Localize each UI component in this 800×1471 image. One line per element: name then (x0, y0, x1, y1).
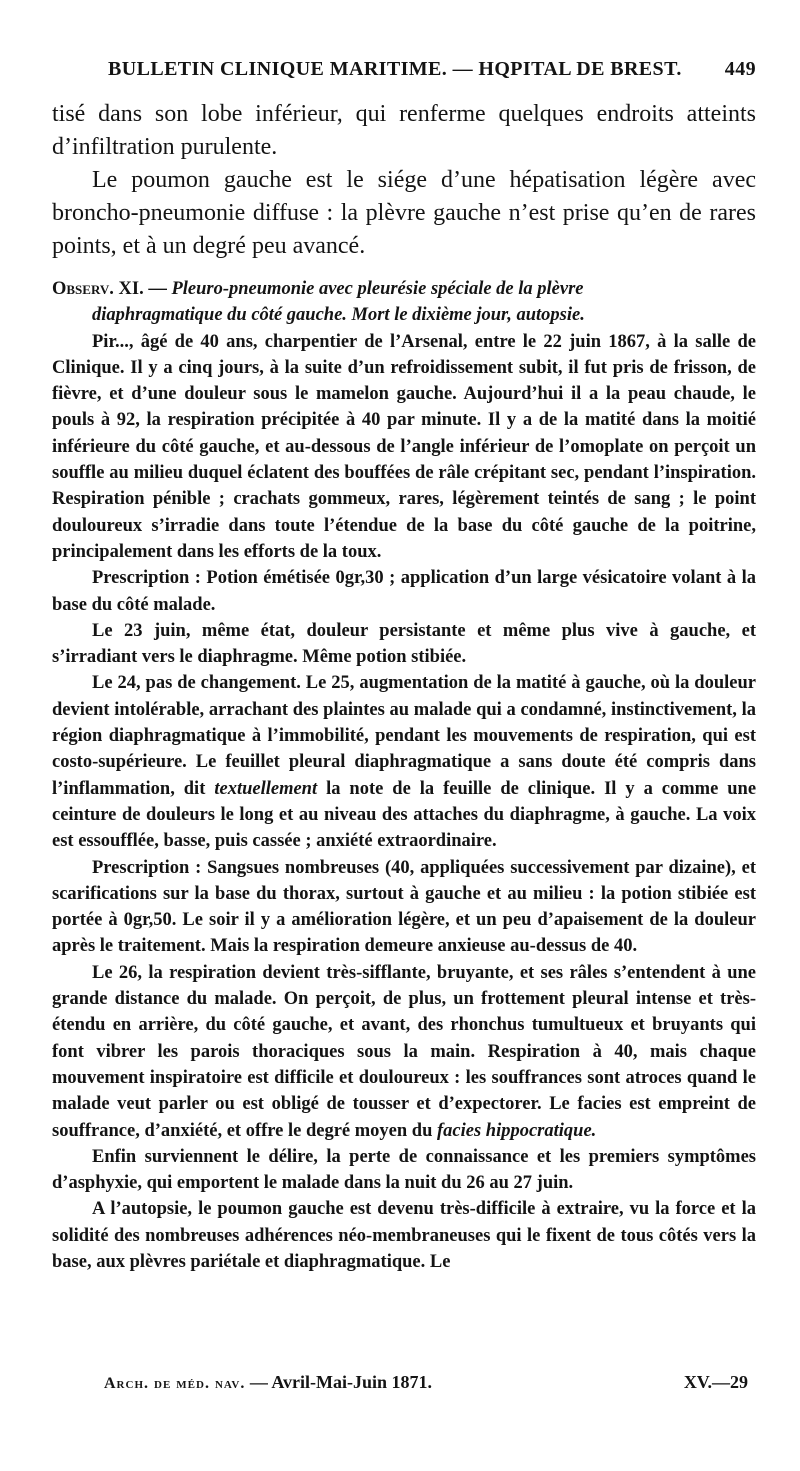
header-title: BULLETIN CLINIQUE MARITIME. — HQPITAL DE BREST. (108, 58, 682, 80)
running-header (108, 58, 756, 92)
footer-journal-abbrev: Arch. de méd. nav. (104, 1375, 246, 1392)
case-paragraph-2: Prescription : Potion émétisée 0gr,30 ; application d’un large vésicatoire volant à la base du côté malade. (52, 568, 756, 615)
observation-title-line-2: diaphragmatique du côté gauche. Mort le dixième jour, autopsie. (92, 305, 585, 326)
footer-journal (104, 1372, 432, 1393)
case-paragraph-3: Le 23 juin, même état, douleur persistante et même plus vive à gauche, et s’irradiant vers le diaphragme. Même potion stibiée. (52, 620, 756, 668)
footer-journal-date: — Avril-Mai-Juin 1871. (249, 1372, 433, 1392)
case-paragraph-8: A l’autopsie, le poumon gauche est devenu très-difficile à extraire, vu la force et la solidité des nombreuses adhérences néo-membraneuses qui le fixent de tous côtés vers la base, aux plèvres pariétale et diaphragmatique. Le (52, 1199, 756, 1272)
case-paragraph-1: Pir..., âgé de 40 ans, charpentier de l’Arsenal, entre le 22 juin 1867, à la salle de Clinique. Il y a cinq jours, à la suite d’un refroidissement subit, il fut pris de frisson, de fièvre, et d’une douleur sous le mamelon gauche. Aujourd’hui il a la peau chaude, le pouls à 92, la respiration précipitée à 40 par minute. Il y a de la matité dans la moitié inférieure du côté gauche, et au-dessous de l’angle inférieur de l’omoplate on perçoit un souffle au milieu duquel éclatent des bouffées de râle crépitant sec, pendant l’inspiration. Respiration pénible ; crachats gommeux, rares, légèrement teintés de sang ; le point douloureux s’irradie dans toute l’étendue de la base du côté gauche de la poitrine, principalement dans les efforts de la toux. (52, 331, 756, 562)
page-number: 449 (724, 58, 756, 80)
observation-label: Observ. XI. — (52, 279, 167, 299)
case-paragraph-6 (52, 960, 756, 1144)
observation-title-line-1: Pleuro-pneumonie avec pleurésie spéciale de la plèvre (171, 279, 584, 299)
page-footer (104, 1372, 748, 1400)
intro-section (52, 98, 756, 263)
case-paragraph-6-text: Le 26, la respiration devient très-sifflante, bruyante, et ses râles s’entendent à une grande distance du malade. On perçoit, de plus, un frottement pleural intense et très-étendu en arrière, du côté gauche, et avant, des rhonchus tumultueux et bruyants qui font vibrer les parois thoraciques sous la main. Respiration à 40, mais chaque mouvement inspiratoire est difficile et douloureux : les souffrances sont atroces quand le malade veut parler ou est obligé de tousser et d’expectorer. Le facies est empreint de souffrance, d’anxiété, et offre le degré moyen du (52, 962, 756, 1141)
case-paragraph-4 (52, 670, 756, 854)
footer-signature-mark: XV.—29 (683, 1372, 748, 1392)
case-paragraph-4-text-a: Le 24, pas de changement. Le 25, augmentation de la matité à gauche, où la douleur devient intolérable, arrachant des plaintes au malade qui a condamné, instinctivement, la région diaphragmatique à l’immobilité, pendant les mouvements de respiration, qui est costo-supérieure. Le feuillet pleural diaphragmatique a sans doute été compris dans l’inflammation, dit (52, 673, 756, 799)
body-text (52, 98, 756, 1275)
case-paragraph-6-emphasis: facies hippocratique. (437, 1120, 597, 1141)
observation-heading (52, 276, 756, 329)
observation-heading-line-1 (52, 276, 756, 302)
case-narrative (52, 329, 756, 1276)
case-paragraph-4-text-b: la note de la feuille de clinique. Il y a comme une ceinture de douleurs le long et au niveau des attaches du diaphragme, à gauche. La voix est essoufflée, basse, puis cassée ; anxiété extraordinaire. (52, 778, 757, 852)
observation-heading-line-2 (52, 302, 756, 328)
intro-paragraph-1: tisé dans son lobe inférieur, qui renferme quelques endroits atteints d’infiltration purulente. (52, 101, 756, 160)
intro-paragraph-2: Le poumon gauche est le siége d’une hépatisation légère avec broncho-pneumonie diffuse : la plèvre gauche n’est prise qu’en de rares points, et à un degré peu avancé. (52, 167, 756, 259)
case-paragraph-4-emphasis: textuellement (214, 778, 318, 799)
case-paragraph-7: Enfin surviennent le délire, la perte de connaissance et les premiers symptômes d’asphyxie, qui emportent le malade dans la nuit du 26 au 27 juin. (52, 1146, 756, 1194)
case-paragraph-5: Prescription : Sangsues nombreuses (40, appliquées successivement par dizaine), et scarifications sur la base du thorax, surtout à gauche et au milieu : la potion stibiée est portée à 0gr,50. Le soir il y a amélioration légère, et un peu d’apaisement de la douleur après le traitement. Mais la respiration demeure anxieuse au-dessus de 40. (52, 857, 756, 957)
